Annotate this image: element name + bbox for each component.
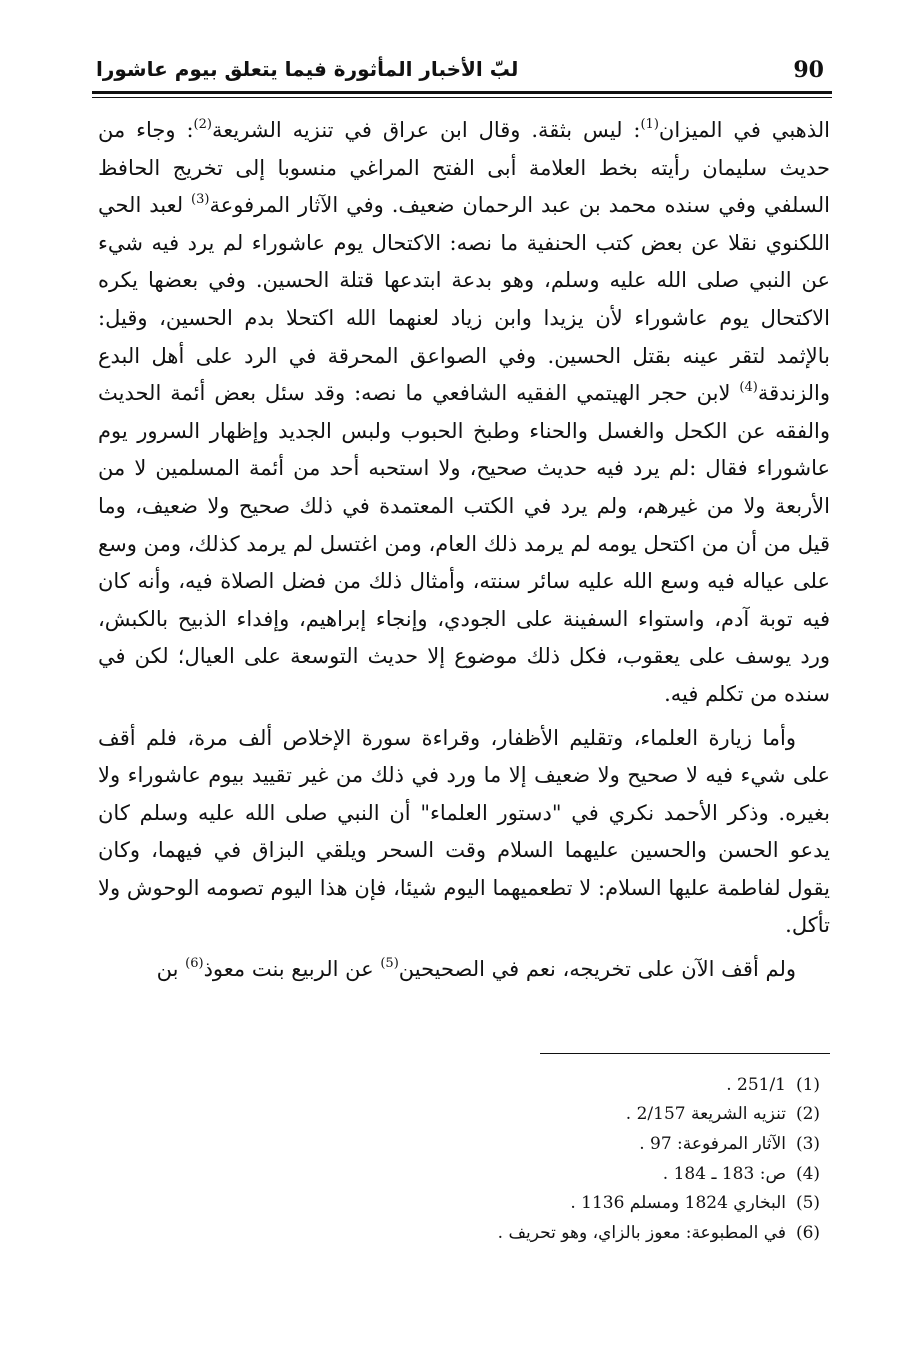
footnote-separator	[540, 1053, 830, 1054]
footnote-ref-5: (5)	[380, 956, 399, 972]
page-header	[92, 48, 832, 92]
footnotes	[300, 1070, 830, 1248]
footnote-number: (6)	[795, 1222, 821, 1243]
footnote-ref-6: (6)	[185, 956, 204, 972]
footnote-text: الآثار المرفوعة: 97 .	[639, 1133, 786, 1154]
footnote	[300, 1188, 830, 1218]
page-number: 90	[793, 57, 824, 83]
footnote-text: ص: 183 ـ 184 .	[662, 1163, 786, 1184]
running-title: لبّ الأخبار المأثورة فيما يتعلق بيوم عاشورا	[96, 57, 519, 81]
footnote-ref-4: (4)	[739, 380, 758, 396]
footnote-number: (4)	[795, 1163, 821, 1184]
footnote-ref-2: (2)	[193, 117, 212, 132]
footnote	[300, 1100, 830, 1130]
footnote-ref-1: (1)	[640, 117, 659, 132]
paragraph-1: الذهبي في الميزان$^{(1)}$: ليس بثقة. وقال ابن عراق في تنزيه الشريعة$^{(2)}$: وجاء من حديث سليمان رأيته بخط العلامة أبى الفتح المراغي منسوبا إلى تخريج الحافظ السلفي وفي سنده محمد بن عبد الرحمان ضعيف. وفي الآثار المرفوعة$^{(3)}$ لعبد الحي اللكنوي نقلا عن بعض كتب الحنفية ما نصه: الاكتحال يوم عاشوراء لم يرد فيه شيء عن النبي صلى الله عليه وسلم، وهو بدعة ابتدعها قتلة الحسين. وفي بعضها يكره الاكتحال يوم عاشوراء لأن يزيدا وابن زياد لعنهما الله اكتحلا بدم الحسين، وقيل: بالإثمد لتقر عينه بقتل الحسين. وفي الصواعق المحرقة في الرد على أهل البدع والزندقة$^{(4)}$ لابن حجر الهيتمي الفقيه الشافعي ما نصه: وقد سئل بعض أئمة الحديث والفقه عن الكحل والغسل والحناء وطبخ الحبوب ولبس الجديد وإظهار السرور يوم عاشوراء فقال :لم يرد فيه حديث صحيح، ولا استحبه أحد من أئمة المسلمين لا من الأربعة ولا من غيرهم، ولم يرد في الكتب المعتمدة في ذلك صحيح ولا ضعيف، وما قيل من أن من اكتحل يومه لم يرمد ذلك العام، ومن اغتسل لم يرمد كذلك، ومن وسع على عياله فيه وسع الله عليه سائر سنته، وأمثال ذلك من فضل الصلاة فيه، وأنه كان فيه توبة آدم، واستواء السفينة على الجودي، وإنجاء إبراهيم، وإفداء الذبيح بالكبش، ورد يوسف على يعقوب، فكل ذلك موضوع إلا حديث التوسعة على العيال؛ لكن في سنده من تكلم فيه.	[98, 117, 830, 706]
paragraph-2: وأما زيارة العلماء، وتقليم الأظفار، وقراءة سورة الإخلاص ألف مرة، فلم أقف على شيء فيه لا صحيح ولا ضعيف إلا ما ورد في ذلك من غير تقييد بيوم عاشوراء ولا بغيره. وذكر الأحمد نكري في "دستور العلماء" أن النبي صلى الله عليه وسلم كان يدعو الحسن والحسين عليهما السلام وقت السحر ويلقي البزاق في فيهما، وكان يقول لفاطمة عليها السلام: لا تطعميهما اليوم شيئا، فإن هذا اليوم تصومه الوحوش ولا تأكل.	[98, 725, 830, 938]
header-rule-thin	[92, 97, 832, 98]
footnote	[300, 1218, 830, 1248]
footnote-text: البخاري 1824 ومسلم 1136 .	[570, 1193, 786, 1214]
footnote-number: (2)	[795, 1104, 821, 1125]
footnote-number: (3)	[795, 1133, 821, 1154]
footnote-number: (5)	[795, 1193, 821, 1214]
footnote	[300, 1129, 830, 1159]
main-text	[98, 112, 830, 989]
footnote	[300, 1070, 830, 1100]
footnote-text: 251/1 .	[726, 1074, 786, 1095]
header-rule-thick	[92, 91, 832, 94]
footnote	[300, 1159, 830, 1189]
footnote-ref-3: (3)	[191, 192, 210, 208]
footnote-number: (1)	[795, 1074, 821, 1095]
paragraph-3: ولم أقف الآن على تخريجه، نعم في الصحيحين$^{(5)}$ عن الربيع بنت معوذ$^{(6)}$ بن	[156, 956, 796, 982]
footnote-text: تنزيه الشريعة 2/157 .	[625, 1104, 786, 1125]
footnote-text: في المطبوعة: معوز بالزاي، وهو تحريف .	[497, 1222, 786, 1243]
